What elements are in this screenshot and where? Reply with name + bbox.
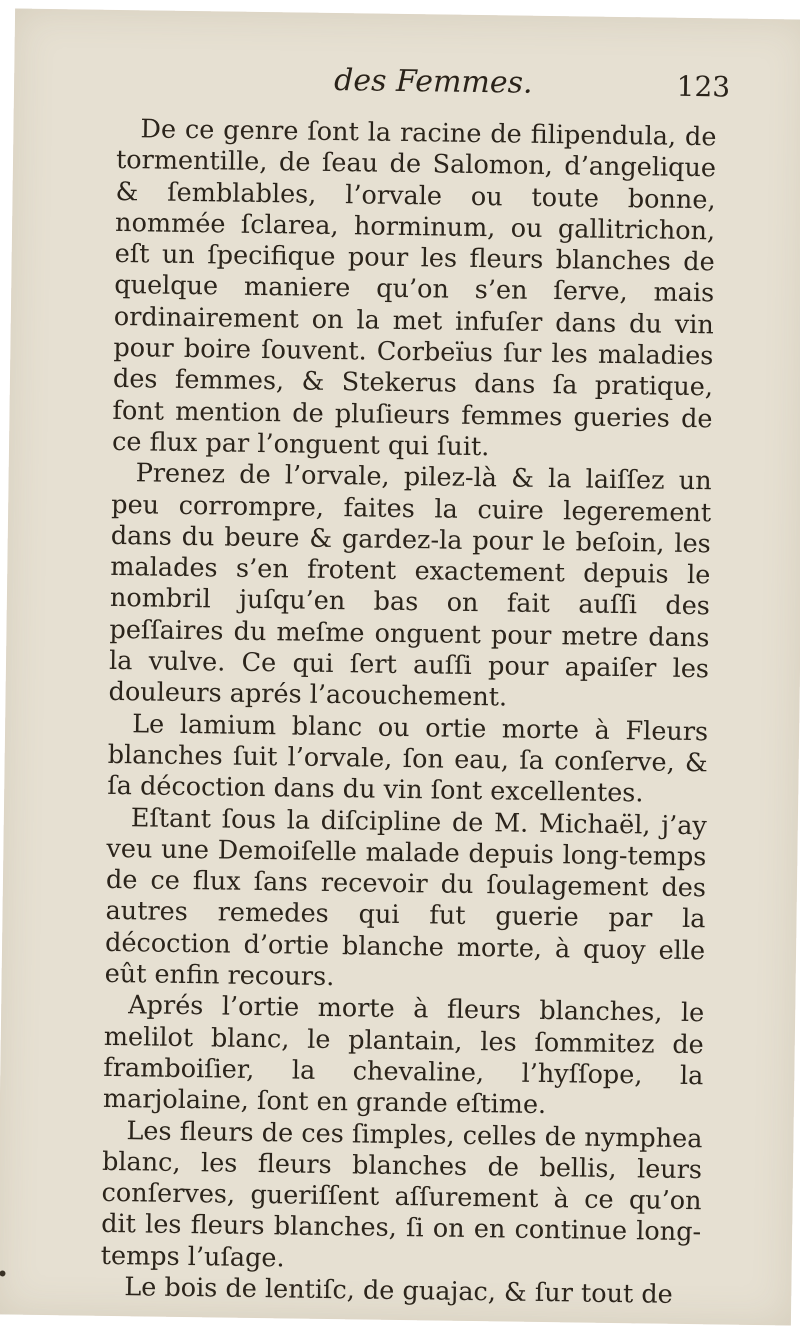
paragraph: Les fleurs de ces ſimples, celles de nymphea blanc, les fleurs blanches de bellis, leurs conſerves, gueriſſent aſſurement à ce qu’on dit les fleurs blanches, ſi on en continue long-temps l’uſage. — [100, 1115, 703, 1274]
paragraph: Aprés l’ortie morte à fleurs blanches, le melilot blanc, le plantain, les ſommitez de framboiſier, la chevaline, l’hyſſope, la marjolaine, ſont en grande eſtime. — [102, 990, 705, 1121]
ink-spot — [0, 1270, 6, 1276]
page-number: 123 — [676, 69, 731, 104]
paragraph: Prenez de l’orvale, pilez-là & la laiſſez un peu corrompre, faites la cuire legerement dans du beure & gardez-la pour le beſoin, les malades s’en frotent exactement depuis le nombril juſqu’en bas on fait auſſi des peſſaires du meſme onguent pour metre dans la vulve. Ce qui ſert auſſi pour apaiſer les douleurs aprés l’acouchement. — [108, 458, 712, 713]
book-page — [0, 9, 800, 1326]
page-header — [114, 60, 739, 119]
body-text — [100, 114, 717, 1312]
paragraph: Le lamium blanc ou ortie morte à Fleurs blanches ſuit l’orvale, ſon eau, ſa conſerve, & ſa décoction dans du vin ſont excellentes. — [107, 708, 709, 809]
paragraph: De ce genre ſont la racine de filipendula, de tormentille, de ſeau de Salomon, d’angelique & ſemblables, l’orvale ou toute bonne, nommée ſclarea, horminum, ou gallitrichon, eſt un ſpecifique pour les fleurs blanches de quelque maniere qu’on s’en ſerve, mais ordinairement on la met infuſer dans du vin pour boire ſouvent. Corbeïus ſur les maladies des femmes, & Stekerus dans ſa pratique, font mention de pluſieurs femmes gueries de ce flux par l’onguent qui ſuit. — [111, 114, 717, 463]
running-title: des Femmes. — [333, 62, 533, 101]
paragraph: Le bois de lentiſc, de guajac, & ſur tout de — [124, 1272, 673, 1310]
paragraph: Eſtant ſous la diſcipline de M. Michaël, j’ay veu une Demoiſelle malade depuis long-temps de ce flux ſans recevoir du ſoulagement des autres remedes qui fut guerie par la décoction d’ortie blanche morte, à quoy elle eût enfin recours. — [104, 802, 708, 993]
